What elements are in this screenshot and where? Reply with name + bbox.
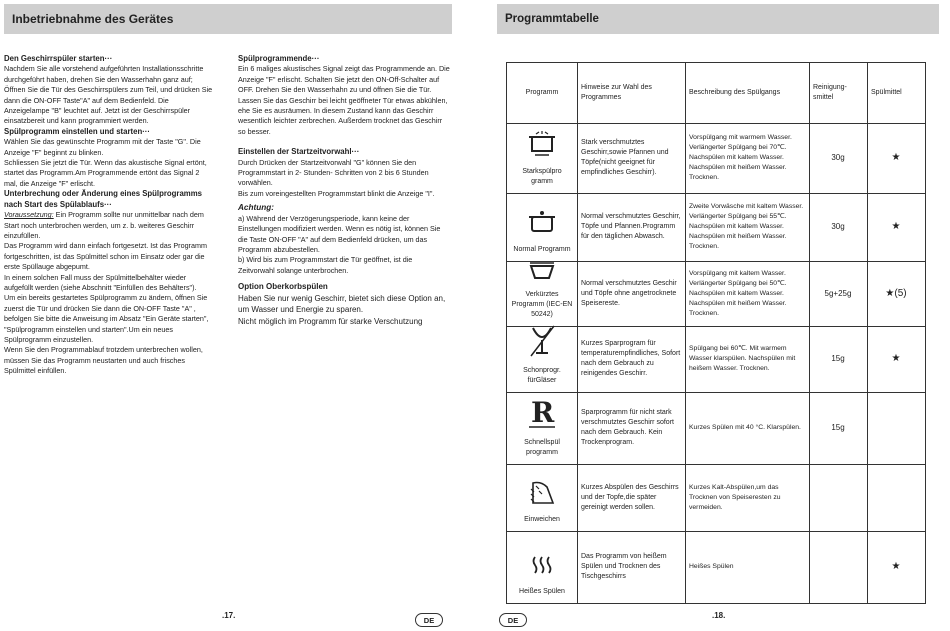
- program-cell: [507, 326, 577, 392]
- cleaner-amount: 30g: [831, 153, 845, 162]
- hints-cell: Kurzes Sparprogram für temperaturempfindliches, Sofort nach dem Gebrauch zu reinigendes Geschirr.: [581, 340, 681, 377]
- rinse-aid-mark: [867, 464, 925, 531]
- rinse-aid-mark: ★: [891, 561, 901, 572]
- hints-cell: Sparprogramm für nicht stark verschmutztes Geschirr sofort nach dem Gebrauch. Kein Trockenprogram.: [581, 409, 674, 446]
- paragraph: Haben Sie nur wenig Geschirr, bietet sich diese Option an, um Wasser und Energie zu sparen.: [238, 293, 446, 315]
- cleaner-amount: 30g: [831, 222, 845, 231]
- header-cleaner: Reinigung-smittel: [813, 84, 847, 101]
- column-divider: [809, 63, 810, 603]
- program-name: Schnellspül programm: [524, 439, 560, 456]
- section-heading: Spülprogramm einstellen und starten···: [4, 126, 150, 136]
- language-badge-left: DE: [415, 613, 443, 627]
- normal-pot-icon: [527, 209, 557, 245]
- hints-cell: Normal verschmutztes Geschir und Töpfe ohne angetrocknete Speisereste.: [581, 279, 677, 307]
- table-row: [507, 193, 925, 262]
- paragraph: [4, 210, 214, 241]
- header-description: Beschreibung des Spülgangs: [689, 89, 781, 96]
- left-column-2: [238, 54, 450, 327]
- hints-cell: Kurzes Abspülen des Geschirrs und der Topfe,die später gereinigt werden sollen.: [581, 483, 679, 511]
- paragraph: In einem solchen Fall muss der Spülmittelbehälter wieder aufgefüllt werden (siehe Abschnitt "Einfüllen des Behälters").: [4, 272, 197, 292]
- description-cell: Zweite Vorwäsche mit kaltem Wasser. Verlängerter Spülgang bei 55℃. Nachspülen mit kaltem Wasser. Nachspülen mit heißem Wasser. Trocknen.: [689, 203, 804, 250]
- rinse-aid-mark: ★: [891, 152, 901, 163]
- program-name: Verkürztes Programm (IEC-EN 50242): [511, 291, 573, 318]
- header-rinse: Spülmittel: [871, 89, 902, 96]
- table-row: [507, 531, 925, 603]
- cleaner-amount: [809, 531, 867, 603]
- program-name: Starkspülpro gramm: [522, 168, 562, 185]
- left-page: [0, 0, 470, 631]
- paragraph: Ein 6 maliges akustisches Signal zeigt das Programmende an. Die Anzeige "F" erlischt. Schalten Sie jetzt den ON-Off-Schalter auf OFF. Drehen Sie den Wasserhahn zu und öffnen Sie die Tür. Lassen Sie das Geschirr bei leicht geöffneter Tür etwas abkühlen, ehe Sie es ausräumen. In diesem Zustand kann das Geschirr wesentlich leichter zerbrechen. Außerdem trocknet das Geschirr so besser.: [238, 64, 450, 136]
- cleaner-amount: [809, 464, 867, 531]
- program-cell: [507, 464, 577, 531]
- section-heading: Option Oberkorbspülen: [238, 282, 328, 292]
- page-number-right: .18.: [712, 611, 726, 620]
- paragraph: Das Programm wird dann einfach fortgesetzt. Ist das Programm fortgeschritten, ist das Spülmittel schon im Einsatz oder gar die erste Spüllauge abgepumt.: [4, 241, 207, 272]
- section-heading: Einstellen der Startzeitvorwahl···: [238, 147, 360, 157]
- hot-steam-icon: [527, 553, 557, 587]
- rinse-aid-mark: ★: [891, 353, 901, 364]
- paragraph: Bis zum voreingestellten Programmstart blinkt die Anzeige "I".: [238, 188, 435, 198]
- rinse-aid-mark: ★: [891, 221, 901, 232]
- hints-cell: Das Programm von heißem Spülen und Trocknen des Tischgeschirrs: [581, 553, 667, 580]
- description-cell: Heißes Spülen: [689, 563, 734, 570]
- table-row: [507, 464, 925, 532]
- description-cell: Vorspülgang mit kaltem Wasser. Verlängerter Spülgang bei 50℃. Nachspülen mit kaltem Wasser. Nachspülen mit heißem Wasser. Trocknen.: [689, 269, 787, 317]
- header-program: Programm: [525, 89, 559, 96]
- page-number-left: .17.: [222, 611, 236, 620]
- table-row: [507, 261, 925, 327]
- eco-bowl-icon: [527, 260, 557, 290]
- language-badge-right: DE: [499, 613, 527, 627]
- paragraph: b) Wird bis zum Programmstart die Tür geöffnet, ist die Zeitvorwahl solange unterbrochen.: [238, 255, 413, 275]
- program-cell: [507, 261, 577, 326]
- paragraph: Nicht möglich im Programm für starke Verschutzung: [238, 316, 423, 326]
- soak-spray-icon: [527, 479, 557, 515]
- description-cell: Vorspülgang mit warmem Wasser. Verlängerter Spülgang bei 70℃. Nachspülen mit kaltem Wasser. Nachspülen mit heißem Wasser. Trocknen.: [689, 134, 792, 181]
- column-divider: [867, 63, 868, 603]
- program-table: [506, 62, 926, 604]
- program-name: Schonprogr. fürGläser: [523, 367, 561, 384]
- section-heading: Spülprogrammende···: [238, 54, 320, 63]
- glass-icon: [527, 324, 557, 366]
- description-cell: Kurzes Spülen mit 40 °C. Klarspülen.: [689, 424, 801, 431]
- table-row: [507, 326, 925, 393]
- rinse-aid-mark: [867, 392, 925, 464]
- cleaner-amount: 15g: [831, 354, 845, 363]
- table-row: [507, 123, 925, 194]
- column-divider: [577, 63, 578, 603]
- achtung-label: Achtung:: [238, 203, 274, 213]
- left-column-1: [4, 54, 214, 377]
- spacer: [238, 137, 450, 147]
- intensive-pot-icon: [527, 131, 557, 167]
- svg-text:R: R: [531, 396, 555, 429]
- section-heading: Den Geschirrspüler starten···: [4, 54, 113, 63]
- paragraph: Nachdem Sie alle vorstehend aufgeführten Installationsschritte durchgeführt haben, drehen Sie den Wasserhahn ganz auf; Öffnen Sie die Tür des Geschirrspülers zum Teil, und drücken Sie dann die ON-OFF Taste"A" auf dem Bedienfeld. Die Anzeigelampe "B" leuchtet auf. Jetzt ist der Geschirrspüler einsatzbereit und kann programmiert werden.: [4, 64, 213, 126]
- program-name: Heißes Spülen: [519, 588, 565, 595]
- column-divider: [685, 63, 686, 603]
- voraussetzung-text: Ein Programm sollte nur unmittelbar nach dem Start noch unterbrochen werden, um z. b. weiteres Geschirr einzufüllen.: [4, 210, 204, 240]
- right-page: [490, 0, 950, 631]
- program-name: Einweichen: [524, 516, 560, 523]
- cleaner-amount: 5g+25g: [824, 288, 852, 298]
- hints-cell: Normal verschmutztes Geschirr, Töpfe und Pfannen.Programm für den täglichen Abwasch.: [581, 213, 681, 240]
- program-name: Normal Programm: [513, 246, 571, 253]
- program-cell: [507, 531, 577, 603]
- cleaner-amount: 15g: [831, 423, 845, 432]
- program-cell: [507, 123, 577, 193]
- paragraph: Um ein bereits gestartetes Spülprogramm zu ändern, öffnen Sie zuerst die Tür und drücken Sie dann die ON-OFF Taste "A" , befolgen Sie bitte die Anweisung im Absatz "Ein Geräte starten", "Spülprogramm einstellen und starten".Um ein neues Spülprogramm einzustellen.: [4, 293, 209, 344]
- program-cell: [507, 392, 577, 464]
- voraussetzung-label: Voraussetzung:: [4, 210, 54, 220]
- table-row: [507, 392, 925, 465]
- description-cell: Kurzes Kalt-Abspülen,um das Trocknen von Speiseresten zu vermeiden.: [689, 483, 781, 511]
- header-hints: Hinweise zur Wahl des Programmes: [581, 84, 652, 101]
- rinse-aid-mark: ★(5): [885, 287, 907, 299]
- paragraph: a) Während der Verzögerungsperiode, kann keine der Einstellungen modifiziert werden. Wenn es nötig ist, können Sie die Taste ON-OFF "A" auf dem Bedienfeld drücken, um das Programm abzubestellen.: [238, 213, 441, 254]
- hints-cell: Stark verschmutztes Geschirr,sowie Pfannen und Töpfe(nicht geeignet für empfindliches Geschirr).: [581, 139, 669, 176]
- paragraph: Wenn Sie den Programmablauf trotzdem unterbrechen wollen, müssen Sie das Programm neustarten und auch frisches Spülmittel einfüllen.: [4, 345, 203, 376]
- paragraph: Wählen Sie das gewünschte Programm mit der Taste "G". Die Anzeige "F" beginnt zu blinken.: [4, 137, 201, 157]
- left-page-header: Inbetriebnahme des Gerätes: [4, 4, 452, 34]
- program-cell: [507, 193, 577, 261]
- section-heading: Unterbrechung oder Änderung eines Spülprogramms nach Start des Spülablaufs···: [4, 189, 202, 209]
- description-cell: Spülgang bei 60℃. Mit warmem Wasser klarspülen. Nachspülen mit heißem Wasser. Trocknen.: [689, 345, 796, 372]
- table-header-row: [507, 63, 925, 124]
- rapid-r-icon: [527, 396, 557, 438]
- right-page-header: Programmtabelle: [497, 4, 939, 34]
- paragraph: Schliessen Sie jetzt die Tür. Wenn das akustische Signal ertönt, startet das Programm.Am Programmende ertönt das Signal 2 mal, die Anzeige "F" erlischt.: [4, 158, 207, 188]
- paragraph: Durch Drücken der Startzeitvorwahl "G" können Sie den Programmstart in 2- Stunden- Schritten von 2 bis 6 Stunden vorwählen.: [238, 157, 429, 188]
